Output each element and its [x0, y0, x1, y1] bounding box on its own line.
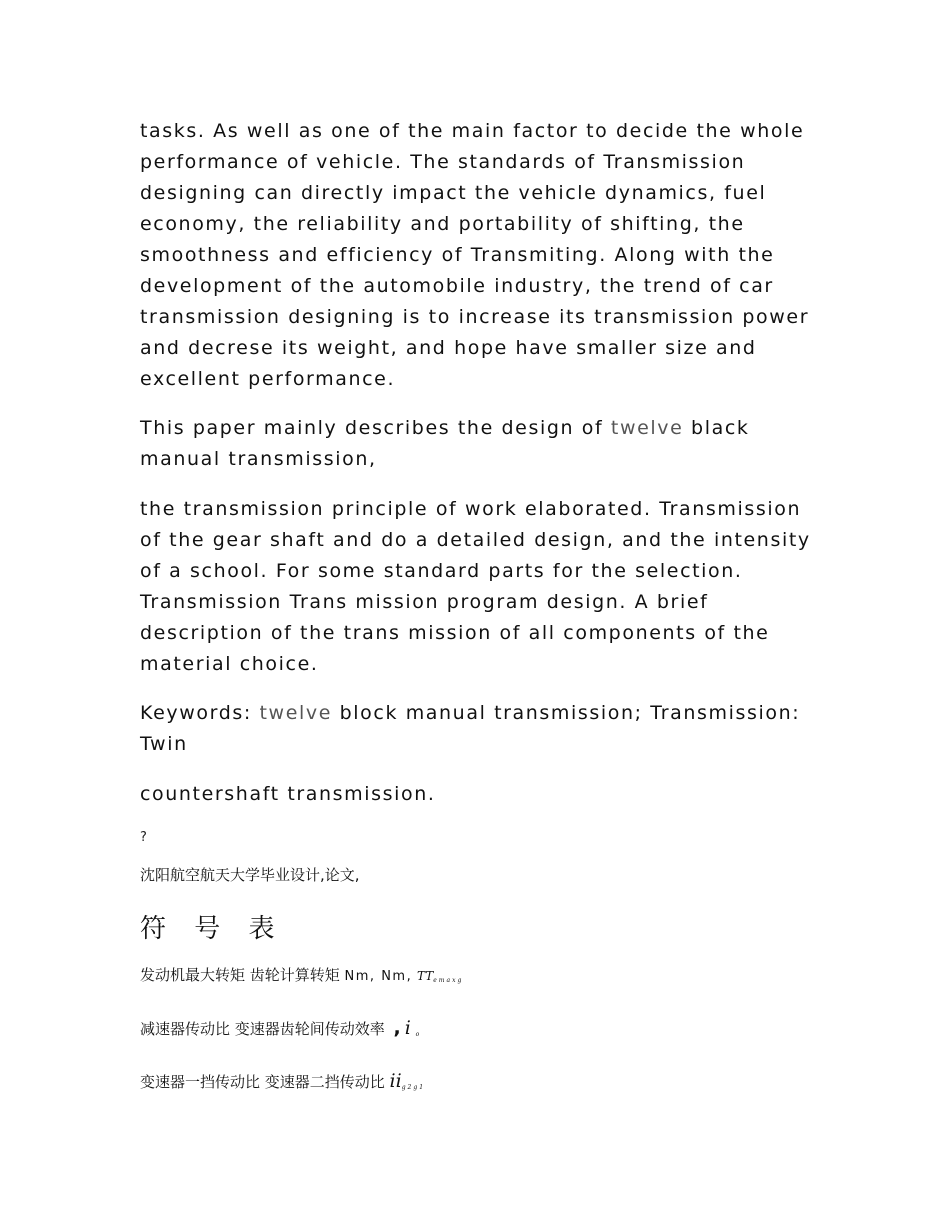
highlighted-word: twelve — [259, 702, 332, 724]
symbol-math: ii — [389, 1070, 402, 1092]
symbol-row-reducer-ratio — [140, 1017, 830, 1046]
symbol-subscript: o — [415, 1031, 422, 1038]
keywords-text: block manual transmission; Transmission: Twin — [140, 702, 801, 755]
paragraph-text: This paper mainly describes the design of — [140, 417, 611, 439]
symbol-math: i — [404, 1017, 411, 1039]
highlighted-word: twelve — [610, 417, 684, 439]
symbol-subscript: emaxg — [433, 977, 464, 984]
keywords-continuation: countershaft transmission. — [140, 783, 436, 805]
abstract-paragraph-1: tasks. As well as one of the main factor to decide the whole performance of vehicle. The standards of Transmission designing can directly impact the vehicle dynamics, fuel economy, the reliability and portability of shifting, the smoothness and efficiency of Transmiting. Along with the development of the automobile industry, the trend of car transmission designing is to increase its transmission power and decrese its weight, and hope have smaller size and excellent performance. — [140, 120, 810, 390]
symbol-description: 减速器传动比 变速器齿轮间传动效率 — [140, 1020, 390, 1038]
symbol-row-torque — [140, 964, 830, 992]
abstract-paragraph-2 — [140, 413, 830, 475]
document-page — [140, 116, 830, 1099]
abstract-paragraph-3: the transmission principle of work elaborated. Transmission of the gear shaft and do a detailed design, and the intensity of a school. For some standard parts for the selection. Transmission Trans mission program design. A brief description of the trans mission of all components of the material choice. — [140, 498, 811, 675]
symbol-description: 变速器一挡传动比 变速器二挡传动比 — [140, 1073, 390, 1091]
paragraph-text: black manual transmission, — [140, 417, 750, 470]
keywords-line — [140, 698, 830, 760]
symbol-row-gear-ratios — [140, 1070, 830, 1099]
keywords-label: Keywords: — [140, 702, 260, 724]
symbol-subscript: g2g1 — [401, 1084, 426, 1091]
symbol-comma: , — [393, 1017, 401, 1039]
symbol-math: TT — [417, 969, 434, 983]
symbols-table-title: 符 号 表 — [140, 914, 285, 944]
symbol-description: 发动机最大转矩 齿轮计算转矩 — [140, 966, 345, 984]
symbol-units: Nm, Nm, — [344, 969, 413, 984]
university-header-line: 沈阳航空航天大学毕业设计,论文, — [140, 866, 360, 884]
question-mark-marker: ? — [140, 830, 147, 845]
